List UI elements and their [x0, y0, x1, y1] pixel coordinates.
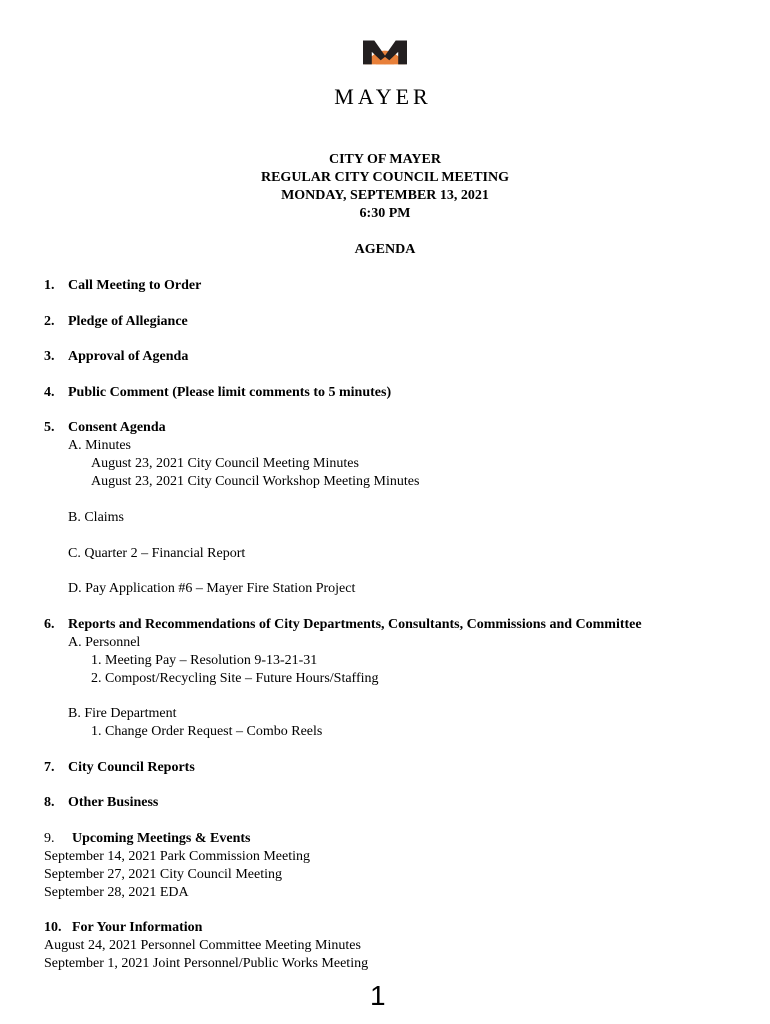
agenda-item-5: [44, 419, 166, 437]
item-number: 8.: [44, 795, 55, 810]
upcoming-park-commission: September 14, 2021 Park Commission Meeting: [44, 849, 310, 864]
item-number: 7.: [44, 760, 55, 775]
item-number: 3.: [44, 349, 55, 364]
item-number: 5.: [44, 420, 55, 435]
reports-compost-site: 2. Compost/Recycling Site – Future Hours/Staffing: [91, 671, 379, 686]
agenda-item-7: [44, 759, 195, 777]
item-title: Upcoming Meetings & Events: [72, 831, 251, 846]
reports-meeting-pay: 1. Meeting Pay – Resolution 9-13-21-31: [91, 653, 318, 668]
consent-pay-application: D. Pay Application #6 – Mayer Fire Station Project: [68, 581, 356, 596]
mayer-logo-icon: [340, 38, 430, 82]
consent-minutes-council: August 23, 2021 City Council Meeting Minutes: [91, 456, 359, 471]
agenda-item-10: [44, 919, 202, 937]
item-number: 9.: [44, 831, 55, 846]
reports-change-order: 1. Change Order Request – Combo Reels: [91, 724, 323, 739]
upcoming-city-council: September 27, 2021 City Council Meeting: [44, 867, 282, 882]
item-title: Public Comment (Please limit comments to 5 minutes): [68, 385, 392, 400]
item-title: Reports and Recommendations of City Departments, Consultants, Commissions and Committee: [68, 617, 642, 632]
agenda-item-2: [44, 313, 188, 331]
agenda-item-3: [44, 348, 188, 366]
agenda-item-1: [44, 277, 201, 295]
upcoming-eda: September 28, 2021 EDA: [44, 885, 189, 900]
item-number: 2.: [44, 314, 55, 329]
item-title: Approval of Agenda: [68, 349, 189, 364]
item-title: City Council Reports: [68, 760, 195, 775]
item-number: 6.: [44, 617, 55, 632]
agenda-item-6: [44, 616, 642, 634]
item-title: Consent Agenda: [68, 420, 166, 435]
fyi-joint-meeting: September 1, 2021 Joint Personnel/Public Works Meeting: [44, 956, 369, 971]
consent-minutes-workshop: August 23, 2021 City Council Workshop Meeting Minutes: [91, 474, 420, 489]
item-number: 4.: [44, 385, 55, 400]
header-city: CITY OF MAYER: [328, 152, 441, 167]
header-meeting-type: REGULAR CITY COUNCIL MEETING: [260, 170, 509, 185]
header-time: 6:30 PM: [359, 206, 411, 221]
item-number: 1.: [44, 278, 55, 293]
item-number: 10.: [44, 920, 62, 935]
agenda-item-8: [44, 794, 158, 812]
agenda-item-9: [44, 830, 251, 848]
agenda-title: AGENDA: [354, 242, 416, 257]
reports-personnel: A. Personnel: [68, 635, 141, 650]
page-number: 1: [370, 980, 386, 1011]
fyi-personnel-committee: August 24, 2021 Personnel Committee Meeting Minutes: [44, 938, 361, 953]
logo-wordmark: MAYER: [334, 84, 432, 109]
item-title: Other Business: [68, 795, 159, 810]
consent-financial-report: C. Quarter 2 – Financial Report: [68, 546, 246, 561]
item-title: Pledge of Allegiance: [68, 314, 188, 329]
agenda-item-4: [44, 384, 391, 402]
consent-minutes: A. Minutes: [68, 438, 131, 453]
item-title: Call Meeting to Order: [68, 278, 202, 293]
item-title: For Your Information: [72, 920, 203, 935]
consent-claims: B. Claims: [68, 510, 125, 525]
reports-fire-department: B. Fire Department: [68, 706, 177, 721]
header-date: MONDAY, SEPTEMBER 13, 2021: [281, 188, 489, 203]
